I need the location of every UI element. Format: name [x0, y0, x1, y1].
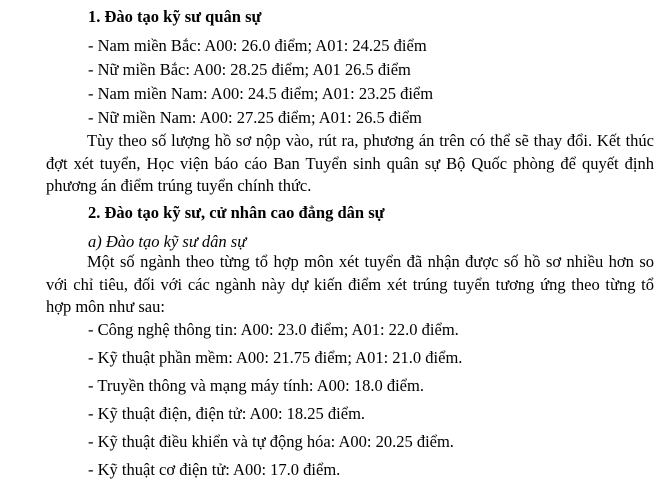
list-item: - Nữ miền Bắc: A00: 28.25 điểm; A01 26.5 điểm: [88, 60, 411, 79]
list-item: - Truyền thông và mạng máy tính: A00: 18.0 điểm.: [88, 376, 424, 395]
list-item: - Nữ miền Nam: A00: 27.25 điểm; A01: 26.5 điểm: [88, 108, 422, 127]
list-item: - Kỹ thuật cơ điện tử: A00: 17.0 điểm.: [88, 460, 341, 479]
list-item: - Nam miền Nam: A00: 24.5 điểm; A01: 23.25 điểm: [88, 84, 434, 103]
section-1-heading: 1. Đào tạo kỹ sư quân sự: [88, 7, 262, 26]
section-2-intro: Một số ngành theo từng tổ hợp môn xét tuyển đã nhận được số hồ sơ nhiều hơn so với chỉ tiêu, đối với các ngành này dự kiến điểm xét trúng tuyển tương ứng theo từng tổ hợp môn như sau:: [46, 252, 654, 316]
list-item: - Kỹ thuật điều khiển và tự động hóa: A00: 20.25 điểm.: [88, 432, 454, 451]
section-2-heading: 2. Đào tạo kỹ sư, cử nhân cao đẳng dân sự: [88, 203, 385, 222]
list-item: - Kỹ thuật phần mềm: A00: 21.75 điểm; A01: 21.0 điểm.: [88, 348, 463, 367]
list-item: - Nam miền Bắc: A00: 26.0 điểm; A01: 24.25 điểm: [88, 36, 427, 55]
list-item: - Công nghệ thông tin: A00: 23.0 điểm; A01: 22.0 điểm.: [88, 320, 459, 339]
list-item: - Kỹ thuật điện, điện tử: A00: 18.25 điểm.: [88, 404, 366, 423]
section-1-note: Tùy theo số lượng hồ sơ nộp vào, rút ra, phương án trên có thể sẽ thay đổi. Kết thúc đợt xét tuyển, Học viện báo cáo Ban Tuyển sinh quân sự Bộ Quốc phòng để quyết định phương án điểm trúng tuyển chính thức.: [46, 131, 654, 195]
section-2-subheading: a) Đào tạo kỹ sư dân sự: [88, 232, 247, 251]
